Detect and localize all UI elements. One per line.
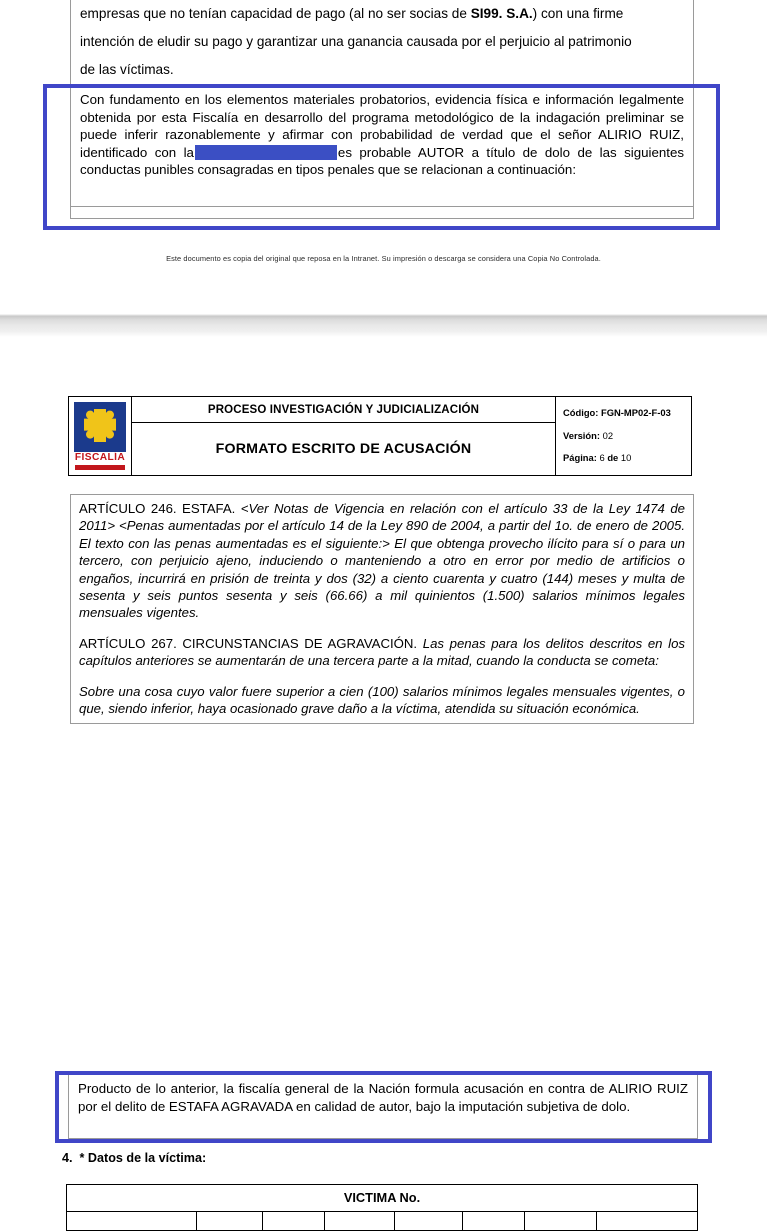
- codigo-value: FGN-MP02-F-03: [601, 407, 671, 418]
- codigo-line: [563, 402, 684, 425]
- document-meta-cell: [556, 397, 692, 476]
- victim-table-columns-row: [67, 1212, 697, 1230]
- victim-col-5: [395, 1212, 463, 1230]
- pagina-current: 6: [599, 452, 605, 463]
- section-title: * Datos de la víctima:: [79, 1151, 207, 1165]
- pagina-label: Página:: [563, 452, 597, 463]
- victim-col-6: [463, 1212, 525, 1230]
- articulo-267-text: Las penas para los delitos descritos en los capítulos anteriores se aumentarán de una tercera parte a la mitad, cuando la conducta se cometa:: [79, 635, 686, 669]
- version-label: Versión:: [563, 429, 600, 441]
- continuation-line-1: empresas que no tenían capacidad de pago (al no ser socias de SI99. S.A.) con una firme: [80, 6, 624, 21]
- fundamento-paragraph: [80, 91, 684, 179]
- articulo-246-text: <Ver Notas de Vigencia en relación con el artículo 33 de la Ley 1474 de 2011> <Penas aumentadas por el artículo 14 de la Ley 890 de 2004, a partir del 1o. de enero de 2005. El texto con las penas aumentadas es el siguiente:> El que obtenga provecho ilícito para sí o para un tercero, con perjuicio ajeno, induciendo o manteniendo a otro en error por medio de artificios o engaños, incurrirá en prisión de treinta y dos (32) a ciento cuarenta y cuatro (144) meses y multa de sesenta y seis puntos sesenta y seis (66.66) a mil quinientos (1.500) salarios mínimos legales mensuales vigentes.: [79, 501, 685, 621]
- fiscalia-logo: [73, 402, 127, 470]
- victim-col-4: [325, 1212, 395, 1230]
- section-heading-datos-victima: [62, 1151, 206, 1165]
- fiscalia-red-bar: [75, 465, 125, 470]
- acusacion-paragraph: Producto de lo anterior, la fiscalía general de la Nación formula acusación en contra de ALIRIO RUIZ por el delito de ESTAFA AGRAVADA en calidad de autor, bajo la imputación subjetiva de dolo.: [78, 1081, 688, 1114]
- articulo-267-head: ARTÍCULO 267. CIRCUNSTANCIAS DE AGRAVACIÓN.: [79, 635, 418, 651]
- victim-col-8: [597, 1212, 697, 1230]
- process-title-cell: PROCESO INVESTIGACIÓN Y JUDICIALIZACIÓN: [132, 397, 556, 423]
- victim-col-1: [67, 1212, 197, 1230]
- victim-col-3: [263, 1212, 325, 1230]
- section-number: 4.: [62, 1151, 73, 1165]
- fundamento-text-before: Con fundamento en los elementos materiales probatorios, evidencia física e información legalmente obtenida por esta Fiscalía en desarrollo del programa metodológico de la indagación preliminar se puede inferir razonablemente y afirmar con probabilidad de verdad que el señor ALIRIO RUIZ, identificado con la: [80, 92, 684, 160]
- fiscalia-wordmark: FISCALÍA: [74, 451, 126, 463]
- puzzle-piece-icon: [74, 402, 126, 452]
- continuation-line-2: intención de eludir su pago y garantizar una ganancia causada por el perjuicio al patrimonio: [80, 34, 632, 49]
- articulo-267-numeral-paragraph: [79, 683, 685, 718]
- fundamento-paragraph-cell: [70, 84, 694, 207]
- articles-text-table: [70, 494, 694, 724]
- articulo-246-head: ARTÍCULO 246. ESTAFA.: [79, 501, 236, 516]
- fundamento-text-after: es probable AUTOR a título de dolo de las siguientes conductas punibles consagradas en tipos penales que se relacionan a continuación:: [80, 144, 684, 178]
- version-line: [563, 425, 684, 448]
- pagina-de: de: [607, 452, 619, 463]
- articulo-267-paragraph: [79, 635, 685, 670]
- version-value: 02: [602, 429, 614, 441]
- acusacion-paragraph-cell: [68, 1073, 698, 1139]
- document-page-1: [0, 0, 767, 310]
- puzzle-piece-svg: [74, 402, 126, 452]
- victim-table-header: VICTIMA No.: [67, 1185, 697, 1212]
- codigo-label: Código:: [563, 407, 599, 418]
- victim-table: [66, 1184, 698, 1231]
- articulo-267-numeral: Sobre una cosa cuyo valor fuere superior a cien (100) salarios mínimos legales mensuales vigentes, o que, siendo inferior, haya ocasionado grave daño a la víctima, atendida su situación económica.: [79, 683, 685, 717]
- document-header-table: [68, 396, 692, 476]
- fiscalia-logo-cell: [69, 397, 132, 476]
- pagina-total: 10: [620, 452, 632, 463]
- format-title-cell: FORMATO ESCRITO DE ACUSACIÓN: [132, 422, 556, 475]
- page-separator: [0, 310, 767, 338]
- articulo-246-paragraph: [79, 500, 685, 622]
- victim-col-7: [525, 1212, 597, 1230]
- page-footer-note: Este documento es copia del original que reposa en la Intranet. Su impresión o descarga se considera una Copia No Controlada.: [166, 254, 601, 263]
- victim-col-2: [197, 1212, 263, 1230]
- pagina-line: [563, 447, 684, 470]
- document-page-2: [0, 338, 767, 1205]
- redaction-block: [195, 145, 337, 160]
- continuation-line-3: de las víctimas.: [80, 62, 174, 77]
